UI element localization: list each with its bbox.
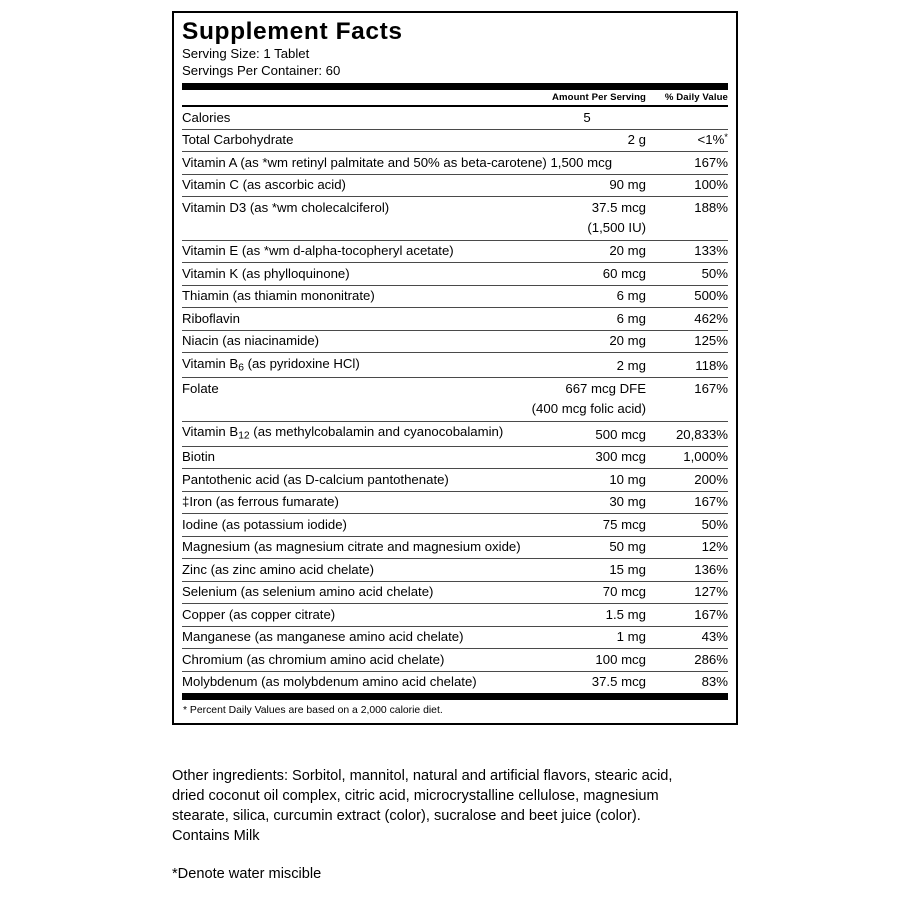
nutrient-amount: 20 mg bbox=[528, 240, 646, 263]
nutrient-amount: 10 mg bbox=[528, 469, 646, 492]
supplement-facts-panel bbox=[172, 11, 738, 725]
nutrient-amount-continuation: (1,500 IU) bbox=[587, 219, 646, 235]
nutrient-amount: 1.5 mg bbox=[528, 604, 646, 627]
rule-thick-bottom bbox=[182, 693, 728, 700]
table-row bbox=[182, 263, 728, 286]
nutrient-amount: 15 mg bbox=[528, 559, 646, 582]
table-row bbox=[182, 353, 728, 378]
table-row bbox=[182, 446, 728, 469]
nutrient-daily-value: 167% bbox=[646, 152, 728, 175]
nutrient-name: Niacin (as niacinamide) bbox=[182, 330, 528, 353]
nutrient-daily-value: 118% bbox=[646, 353, 728, 378]
nutrient-amount: 667 mcg DFE bbox=[528, 378, 646, 400]
nutrient-amount: 100 mcg bbox=[528, 649, 646, 672]
panel-title: Supplement Facts bbox=[182, 18, 403, 45]
continuation-dv-spacer bbox=[646, 400, 728, 421]
nutrient-name: Vitamin $B_6$ (as pyridoxine HCl) bbox=[182, 353, 528, 378]
servings-per-container: Servings Per Container: 60 bbox=[182, 62, 341, 78]
nutrient-name: Molybdenum (as molybdenum amino acid chelate) bbox=[182, 671, 528, 693]
header-daily-value: % Daily Value bbox=[664, 92, 728, 104]
rule-thick-top bbox=[182, 83, 728, 90]
other-ingredients-line-1: Other ingredients: Sorbitol, mannitol, natural and artificial flavors, stearic acid, bbox=[172, 768, 673, 784]
continuation-dv-spacer bbox=[646, 219, 728, 240]
other-ingredients-block bbox=[172, 766, 748, 847]
nutrient-name: Riboflavin bbox=[182, 308, 528, 331]
nutrient-daily-value: 462% bbox=[646, 308, 728, 331]
nutrient-amount: 2 g bbox=[528, 129, 646, 152]
nutrient-amount: 500 mcg bbox=[528, 421, 646, 446]
nutrient-daily-value: 20,833% bbox=[646, 421, 728, 446]
nutrient-amount: 75 mcg bbox=[528, 514, 646, 537]
nutrient-daily-value: 133% bbox=[646, 240, 728, 263]
nutrient-amount: 300 mcg bbox=[528, 446, 646, 469]
continuation-spacer bbox=[182, 400, 528, 421]
nutrient-name: Folate bbox=[182, 378, 528, 400]
nutrient-name: Zinc (as zinc amino acid chelate) bbox=[182, 559, 528, 582]
nutrient-name: Copper (as copper citrate) bbox=[182, 604, 528, 627]
nutrient-table bbox=[182, 90, 728, 105]
nutrient-name: Magnesium (as magnesium citrate and magnesium oxide) bbox=[182, 536, 528, 559]
nutrient-daily-value: 500% bbox=[646, 285, 728, 308]
continuation-spacer bbox=[182, 219, 528, 240]
nutrient-daily-value: 83% bbox=[646, 671, 728, 693]
table-row-continuation bbox=[182, 219, 728, 240]
nutrient-daily-value: 200% bbox=[646, 469, 728, 492]
table-row bbox=[182, 330, 728, 353]
table-row bbox=[182, 240, 728, 263]
nutrient-amount: 37.5 mcg bbox=[528, 671, 646, 693]
nutrient-amount: 1 mg bbox=[528, 626, 646, 649]
nutrient-name: Vitamin $B_{12}$ (as methylcobalamin and cyanocobalamin) bbox=[182, 421, 528, 446]
nutrient-daily-value: 12% bbox=[646, 536, 728, 559]
nutrient-daily-value: 100% bbox=[646, 174, 728, 197]
nutrient-amount: 2 mg bbox=[528, 353, 646, 378]
other-ingredients-line-3: stearate, silica, curcumin extract (color), sucralose and beet juice (color). bbox=[172, 808, 641, 825]
nutrient-name: Thiamin (as thiamin mononitrate) bbox=[182, 285, 528, 308]
table-row bbox=[182, 308, 728, 331]
table-row bbox=[182, 421, 728, 446]
other-ingredients-line-2: dried coconut oil complex, citric acid, microcrystalline cellulose, magnesium bbox=[172, 788, 659, 805]
nutrient-name: Chromium (as chromium amino acid chelate) bbox=[182, 649, 528, 672]
nutrient-amount: 70 mcg bbox=[528, 581, 646, 604]
table-row bbox=[182, 491, 728, 514]
table-row bbox=[182, 107, 728, 129]
nutrient-amount: 50 mg bbox=[528, 536, 646, 559]
nutrient-daily-value: 125% bbox=[646, 330, 728, 353]
nutrient-amount-continuation: (400 mcg folic acid) bbox=[531, 400, 646, 416]
nutrient-name: Vitamin K (as phylloquinone) bbox=[182, 263, 528, 286]
table-row bbox=[182, 174, 728, 197]
table-row bbox=[182, 581, 728, 604]
table-row bbox=[182, 649, 728, 672]
nutrient-daily-value: 167% bbox=[646, 378, 728, 400]
nutrient-name: Selenium (as selenium amino acid chelate) bbox=[182, 581, 528, 604]
nutrient-amount: 6 mg bbox=[528, 308, 646, 331]
nutrient-daily-value: 286% bbox=[646, 649, 728, 672]
nutrient-daily-value: 43% bbox=[646, 626, 728, 649]
nutrient-daily-value: 50% bbox=[646, 514, 728, 537]
nutrient-amount: 90 mg bbox=[528, 174, 646, 197]
nutrient-name: Manganese (as manganese amino acid chelate) bbox=[182, 626, 528, 649]
nutrient-daily-value: 50% bbox=[646, 263, 728, 286]
serving-size: Serving Size: 1 Tablet bbox=[182, 46, 310, 62]
table-row bbox=[182, 671, 728, 693]
table-row bbox=[182, 536, 728, 559]
nutrient-daily-value: <1%* bbox=[646, 129, 728, 152]
nutrient-name: Vitamin E (as *wm d-alpha-tocopheryl acetate) bbox=[182, 240, 528, 263]
table-header-row bbox=[182, 90, 728, 105]
contains-milk: Contains Milk bbox=[172, 828, 260, 845]
nutrient-name: Iodine (as potassium iodide) bbox=[182, 514, 528, 537]
nutrient-daily-value bbox=[646, 107, 728, 129]
table-row bbox=[182, 152, 728, 175]
nutrient-name: Calories bbox=[182, 109, 231, 125]
nutrient-name: Total Carbohydrate bbox=[182, 129, 528, 152]
nutrient-name: Biotin bbox=[182, 446, 528, 469]
nutrient-daily-value: 167% bbox=[646, 491, 728, 514]
table-row bbox=[182, 604, 728, 627]
nutrient-name: Vitamin C (as ascorbic acid) bbox=[182, 174, 528, 197]
nutrient-amount: 20 mg bbox=[528, 330, 646, 353]
nutrient-amount: 5 bbox=[583, 109, 591, 125]
table-row-continuation bbox=[182, 400, 728, 421]
nutrient-daily-value: 136% bbox=[646, 559, 728, 582]
nutrient-name: Vitamin D3 (as *wm cholecalciferol) bbox=[182, 197, 528, 219]
header-amount-per-serving: Amount Per Serving bbox=[551, 92, 646, 104]
nutrient-amount: 37.5 mcg bbox=[528, 197, 646, 219]
nutrient-amount: 60 mcg bbox=[528, 263, 646, 286]
nutrient-daily-value: 127% bbox=[646, 581, 728, 604]
nutrient-daily-value: 167% bbox=[646, 604, 728, 627]
nutrient-amount: 30 mg bbox=[528, 491, 646, 514]
nutrient-rows-table bbox=[182, 107, 728, 693]
header-spacer bbox=[182, 90, 528, 105]
daily-value-footnote: * Percent Daily Values are based on a 2,000 calorie diet. bbox=[183, 705, 443, 717]
table-row bbox=[182, 378, 728, 400]
denote-water-miscible: *Denote water miscible bbox=[172, 866, 322, 882]
nutrient-name: Pantothenic acid (as D-calcium pantothenate) bbox=[182, 469, 528, 492]
table-row bbox=[182, 197, 728, 219]
table-row bbox=[182, 285, 728, 308]
nutrient-daily-value: 1,000% bbox=[646, 446, 728, 469]
table-row bbox=[182, 559, 728, 582]
table-row bbox=[182, 129, 728, 152]
nutrient-amount: 6 mg bbox=[528, 285, 646, 308]
nutrient-daily-value: 188% bbox=[646, 197, 728, 219]
table-row bbox=[182, 469, 728, 492]
table-row bbox=[182, 514, 728, 537]
nutrient-name: ‡Iron (as ferrous fumarate) bbox=[182, 491, 528, 514]
nutrient-name-and-amount: Vitamin A (as *wm retinyl palmitate and 50% as beta-carotene) 1,500 mcg bbox=[182, 152, 646, 175]
table-row bbox=[182, 626, 728, 649]
